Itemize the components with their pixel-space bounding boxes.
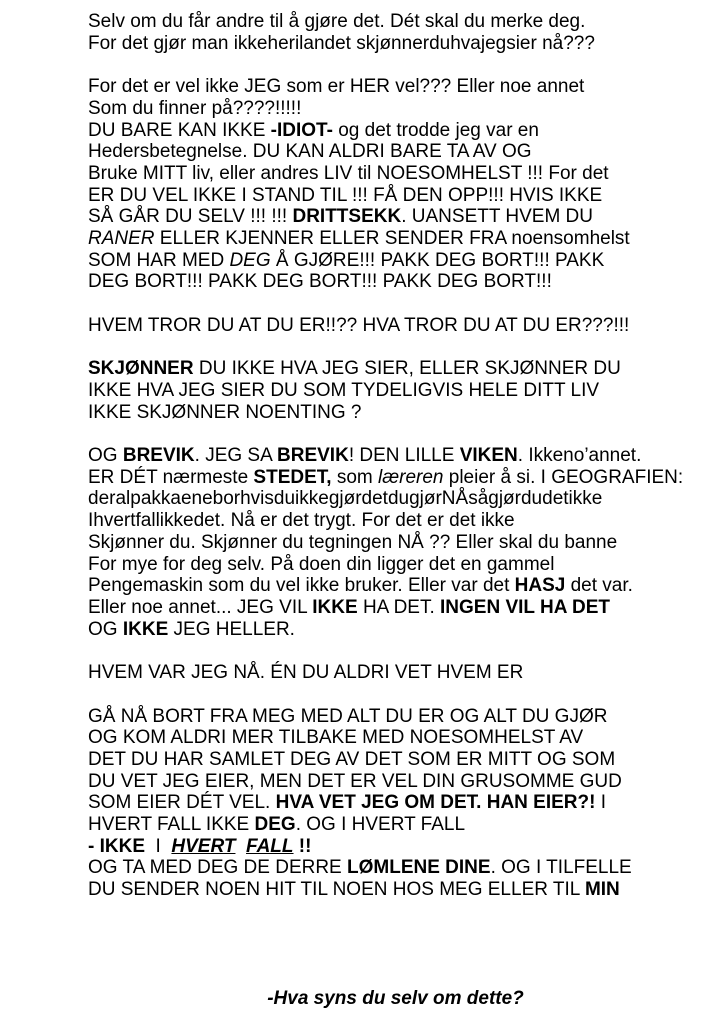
blank-line	[88, 684, 703, 706]
text-segment: HVEM VAR JEG NÅ. ÉN DU ALDRI VET HVEM ER	[88, 662, 524, 684]
text-line	[88, 792, 703, 814]
text-segment: For det gjør man ikkeherilandet skjønnerduhvajegsier nå???	[88, 32, 595, 54]
text-segment: VIKEN	[459, 445, 518, 467]
text-segment: DEG	[229, 249, 271, 271]
text-segment: Pengemaskin som du vel ikke bruker. Eller var det	[88, 575, 515, 597]
blank-line	[88, 293, 703, 315]
text-segment: DU IKKE HVA JEG SIER, ELLER SKJØNNER DU	[193, 358, 621, 380]
blank-line	[88, 54, 703, 76]
text-segment: deralpakkaeneborhvisduikkegjørdetdugjørNÅsågjørdudetikke	[88, 488, 603, 510]
text-segment: Ihvertfallikkedet. Nå er det trygt. For det er det ikke	[88, 510, 515, 532]
text-segment: . UANSETT HVEM DU	[401, 206, 593, 228]
text-line	[88, 120, 703, 142]
text-segment: . OG I TILFELLE	[490, 857, 632, 879]
text-line	[88, 532, 703, 554]
text-line	[88, 33, 703, 55]
text-segment: OG	[88, 618, 123, 640]
text-segment: SÅ GÅR DU SELV !!! !!!	[88, 206, 293, 228]
text-line	[88, 228, 703, 250]
text-segment: -IDIOT-	[270, 119, 333, 141]
text-line	[88, 771, 703, 793]
text-segment: HA DET.	[357, 596, 441, 618]
text-line	[88, 271, 703, 293]
text-segment: HVEM TROR DU AT DU ER!!?? HVA TROR DU AT DU ER???!!!	[88, 314, 630, 336]
text-segment: Å GJØRE!!! PAKK DEG BORT!!! PAKK	[270, 249, 605, 271]
text-segment: ELLER KJENNER ELLER SENDER FRA noensomhelst	[154, 228, 630, 250]
text-segment: DEG	[254, 814, 296, 836]
text-segment: INGEN VIL HA DET	[440, 596, 610, 618]
text-segment: RANER	[88, 228, 155, 250]
text-line	[88, 98, 703, 120]
text-segment: HVA VET JEG OM DET. HAN EIER?!	[275, 792, 596, 814]
blank-line	[88, 901, 703, 923]
text-line	[88, 510, 703, 532]
text-segment: DEG BORT!!! PAKK DEG BORT!!! PAKK DEG BORT!!!	[88, 271, 552, 293]
text-segment: . Ikkeno’annet.	[517, 445, 642, 467]
blank-line	[88, 923, 703, 945]
closing-question	[88, 988, 703, 1010]
text-line	[88, 185, 703, 207]
text-line	[88, 706, 703, 728]
text-line	[88, 445, 703, 467]
text-line	[88, 879, 703, 901]
text-segment: LØMLENE DINE	[347, 857, 491, 879]
text-line	[88, 662, 703, 684]
text-line	[88, 597, 703, 619]
blank-line	[88, 944, 703, 966]
text-segment	[235, 836, 246, 857]
text-segment: For mye for deg selv. På doen din ligger det en gammel	[88, 553, 555, 575]
text-segment: Skjønner du. Skjønner du tegningen NÅ ?? Eller skal du banne	[88, 531, 618, 553]
text-segment: SOM EIER DÉT VEL.	[88, 792, 276, 814]
text-segment: HASJ	[514, 575, 566, 597]
text-segment: BREVIK	[122, 445, 195, 467]
text-segment: SOM HAR MED	[88, 249, 230, 271]
text-line	[88, 11, 703, 33]
text-segment: som	[331, 466, 378, 488]
text-segment: DU VET JEG EIER, MEN DET ER VEL DIN GRUSOMME GUD	[88, 770, 622, 792]
text-segment: I	[595, 792, 607, 814]
text-segment: IKKE	[122, 618, 169, 640]
blank-line	[88, 640, 703, 662]
text-line	[88, 315, 703, 337]
text-segment: . JEG SA	[194, 445, 278, 467]
text-segment: !!	[293, 835, 312, 857]
text-line	[88, 358, 703, 380]
text-segment: JEG HELLER.	[168, 618, 295, 640]
text-segment: . OG I HVERT FALL	[295, 814, 466, 836]
text-line	[88, 727, 703, 749]
text-line	[88, 619, 703, 641]
text-segment: ER DU VEL IKKE I STAND TIL !!! FÅ DEN OPP!!! HVIS IKKE	[88, 184, 603, 206]
text-segment: DRITTSEKK	[292, 206, 402, 228]
text-segment: DET DU HAR SAMLET DEG AV DET SOM ER MITT OG SOM	[88, 748, 616, 770]
blank-line	[88, 423, 703, 445]
text-segment: SKJØNNER	[88, 358, 194, 380]
text-segment: pleier å si. I GEOGRAFIEN:	[443, 466, 684, 488]
text-segment: IKKE SKJØNNER NOENTING ?	[88, 401, 362, 423]
text-segment: HVERT FALL IKKE	[88, 814, 255, 836]
text-segment: ! DEN LILLE	[348, 445, 460, 467]
text-segment: Eller noe annet... JEG VIL	[88, 596, 313, 618]
text-segment: GÅ NÅ BORT FRA MEG MED ALT DU ER OG ALT DU GJØR	[88, 705, 608, 727]
text-line	[88, 163, 703, 185]
text-line	[88, 836, 703, 858]
text-segment: IKKE	[312, 596, 358, 618]
text-segment: BREVIK	[277, 445, 349, 467]
text-line	[88, 554, 703, 576]
text-segment: det var.	[565, 575, 633, 597]
text-line	[88, 402, 703, 424]
text-segment: OG	[88, 445, 123, 467]
text-segment: MIN	[584, 879, 620, 901]
text-line	[88, 857, 703, 879]
text-segment: Selv om du får andre til å gjøre det. Dét skal du merke deg.	[88, 11, 586, 32]
text-line	[88, 380, 703, 402]
text-line	[88, 206, 703, 228]
text-segment: DU BARE KAN IKKE	[88, 119, 271, 141]
text-segment: OG TA MED DEG DE DERRE	[88, 857, 348, 879]
text-segment: FALL	[246, 835, 294, 857]
text-segment: IKKE HVA JEG SIER DU SOM TYDELIGVIS HELE DITT LIV	[88, 379, 600, 401]
text-line	[88, 814, 703, 836]
blank-line	[88, 966, 703, 988]
text-line	[88, 749, 703, 771]
text-line	[88, 250, 703, 272]
blank-line	[88, 337, 703, 359]
text-segment: OG KOM ALDRI MER TILBAKE MED NOESOMHELST AV	[88, 727, 584, 749]
text-body	[88, 11, 703, 1009]
text-segment: Bruke MITT liv, eller andres LIV til NOESOMHELST !!! For det	[88, 162, 609, 184]
text-segment: Som du finner på????!!!!!	[88, 97, 302, 119]
text-segment: For det er vel ikke JEG som er HER vel??? Eller noe annet	[88, 76, 585, 98]
text-line	[88, 76, 703, 98]
text-line	[88, 141, 703, 163]
text-segment: -Hva syns du selv om dette?	[267, 987, 524, 1009]
text-segment: STEDET,	[253, 466, 332, 488]
text-segment: ER DÉT nærmeste	[88, 466, 254, 488]
text-segment: læreren	[378, 466, 444, 488]
text-line	[88, 575, 703, 597]
text-segment: DU SENDER NOEN HIT TIL NOEN HOS MEG ELLER TIL	[88, 879, 585, 901]
text-segment: I	[145, 835, 172, 857]
text-segment: Hedersbetegnelse. DU KAN ALDRI BARE TA AV OG	[88, 141, 532, 163]
text-segment: og det trodde jeg var en	[332, 119, 539, 141]
text-segment: - IKKE	[88, 835, 145, 857]
text-line	[88, 467, 703, 489]
text-segment: HVERT	[171, 835, 236, 857]
text-line	[88, 488, 703, 510]
